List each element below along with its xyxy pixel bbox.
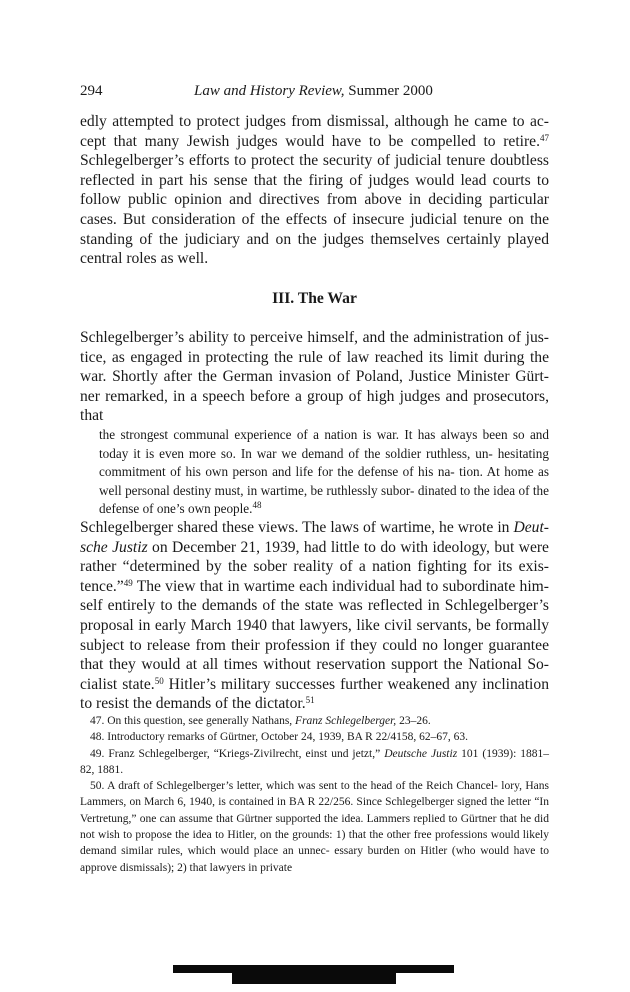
paragraph-text: The view that in wartime each individual had to subordinate him- self entirely to the demands of the state was reflected in Schlegelberger’s proposal in early March 1940 that lawyers, like civil servants, be formally subject to release from their profession if they could no longer guarantee that they would at all times without reservation support the National So- cialist state. [80,577,549,693]
footnote-ref-47[interactable]: 47 [540,132,549,143]
footnote-title: Franz Schlegelberger, [295,715,397,727]
paragraph-text: edly attempted to protect judges from dismissal, although he came to ac- cept that many Jewish judges would have to be compelled to retire. [80,113,549,150]
footnote-ref-49[interactable]: 49 [123,577,133,588]
paragraph-text: on December 21, 1939, had little to do with ideology, but were rather “determined by the sober reality of a nation fighting for its exis- tence.” [80,538,549,595]
footnote-title: Deutsche Justiz [384,747,458,760]
journal-name: Deut- sche Justiz [80,519,549,556]
footnote-text: 101 (1939): 1881–82, 1881. [80,747,550,776]
footnote-47 [80,713,549,729]
running-title [194,82,433,100]
paragraph-text: Schlegelberger’s efforts to protect the security of judicial tenure doubtless reflected in part his sense that the firing of judges would lead courts to follow public opinion and directives from above in deciding particular cases. But consideration of the effects of insecure judicial tenure on the standing of the judiciary and on the judges themselves certainly played central roles as well. [80,152,549,268]
footnotes [80,713,549,876]
journal-title: Law and History Review, [194,83,345,99]
body-paragraph-2 [80,328,549,426]
paragraph-text: Schlegelberger shared these views. The laws of wartime, he wrote in [80,519,514,536]
quote-text: the strongest communal experience of a nation is war. It has always been so and today it is even more so. In war we demand of the soldier ruthless, un- hesitating commitment of his own person and life for the defense of his na- tion. At home as well personal destiny must, in wartime, be ruthlessly subor- dinated to the idea of the defense of one’s own people. [99,427,549,517]
issue-label: Summer 2000 [348,83,433,99]
scan-redaction-bar [232,972,396,984]
body-paragraph-3 [80,518,549,714]
footnote-ref-50[interactable]: 50 [154,675,164,686]
footnote-50: 50. A draft of Schlegelberger’s letter, which was sent to the head of the Reich Chancel- lory, Hans Lammers, on March 6, 1940, is contained in BA R 22/256. Since Schlegelberger signed the letter “In Vertretung,” one can assume that Gürtner supported the idea. Lammers replied to Gürtner that he did not wish to propose the idea to Hitler, on the grounds: 1) that the other free professions would likely demand similar rules, which would place an unnec- essary burden on Hitler (who would have to approve dismissals); 2) that lawyers in private [80,780,549,874]
footnote-49 [80,746,549,779]
paragraph-text: Schlegelberger’s ability to perceive himself, and the administration of jus- tice, as engaged in protecting the rule of law reached its limit during the war. Shortly after the German invasion of Poland, Justice Minister Gürt- ner remarked, in a speech before a group of high judges and prosecutors, that [80,329,549,425]
page-number: 294 [80,83,103,99]
footnote-text: 23–26. [396,715,431,727]
footnote-ref-51[interactable]: 51 [305,695,315,706]
block-quote [99,426,549,519]
body-paragraph-1 [80,112,549,269]
footnote-text: 49. Franz Schlegelberger, “Kriegs-Zivilrecht, einst und jetzt,” [90,747,385,760]
footnote-ref-48[interactable]: 48 [252,500,262,511]
footnote-48: 48. Introductory remarks of Gürtner, October 24, 1939, BA R 22/4158, 62–67, 63. [90,731,469,744]
section-heading: III. The War [272,290,357,307]
footnote-text: 47. On this question, see generally Nathans, [90,715,296,727]
paragraph-text: Hitler’s military successes further weakened any inclination to resist the demands of the dictator. [80,675,549,713]
